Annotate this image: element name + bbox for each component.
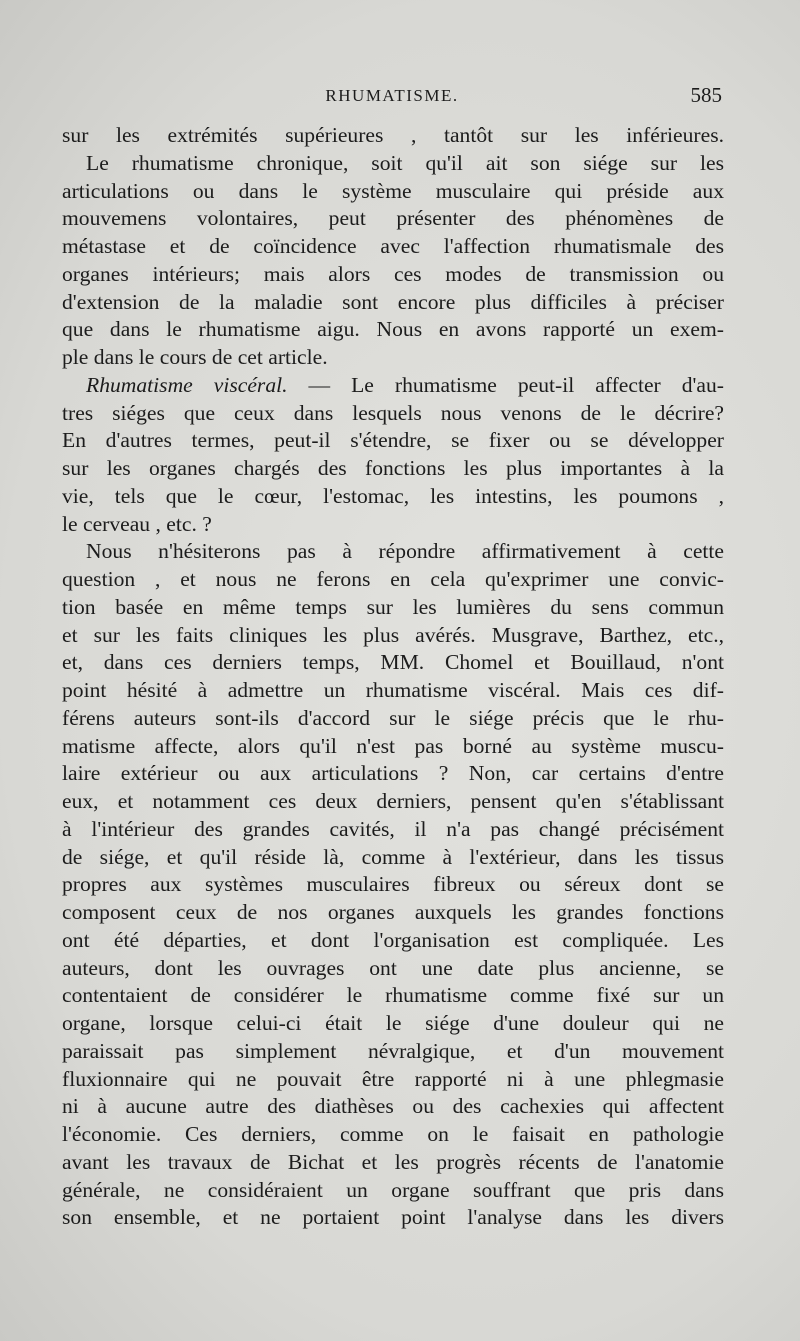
text-line: question , et nous ne ferons en cela qu'exprimer une convic- [62, 567, 724, 591]
text-line: tion basée en même temps sur les lumières du sens commun [62, 594, 724, 619]
text-line: paraissait pas simplement névralgique, et d'un mouvement [62, 1038, 724, 1063]
text-line: En d'autres termes, peut-il s'étendre, se fixer ou se développer [62, 428, 724, 453]
text-line: ont été départies, et dont l'organisation est compliquée. Les [62, 927, 724, 952]
text-line: articulations ou dans le système musculaire qui préside aux [62, 178, 724, 203]
text-line: composent ceux de nos organes auxquels les grandes fonctions [62, 900, 724, 924]
page-number: 585 [690, 83, 722, 107]
text-line: propres aux systèmes musculaires fibreux ou séreux dont se [62, 872, 724, 897]
text-line: de siége, et qu'il réside là, comme à l'extérieur, dans les tissus [62, 844, 724, 869]
text-fragment: — Le rhumatisme peut-il affecter d'au- [308, 372, 724, 397]
text-line: eux, et notamment ces deux derniers, pensent qu'en s'établissant [62, 789, 724, 813]
page-header [62, 83, 722, 116]
text-line: sur les organes chargés des fonctions les plus importantes à la [62, 456, 724, 480]
text-line: à l'intérieur des grandes cavités, il n'a pas changé précisément [62, 816, 724, 841]
text-line: métastase et de coïncidence avec l'affection rhumatismale des [62, 234, 724, 258]
body-text [62, 122, 724, 1232]
text-line: Nous n'hésiterons pas à répondre affirmativement à cette [86, 539, 724, 564]
text-line: laire extérieur ou aux articulations ? Non, car certains d'entre [62, 761, 724, 786]
text-line: mouvemens volontaires, peut présenter des phénomènes de [62, 206, 724, 231]
text-line: organes intérieurs; mais alors ces modes de transmission ou [62, 261, 724, 286]
text-line: organe, lorsque celui-ci était le siége d'une douleur qui ne [62, 1011, 724, 1035]
text-line: auteurs, dont les ouvrages ont une date plus ancienne, se [62, 955, 724, 980]
text-line: fluxionnaire qui ne pouvait être rapporté ni à une phlegmasie [62, 1066, 724, 1091]
text-line: vie, tels que le cœur, l'estomac, les intestins, les poumons , [62, 483, 724, 508]
text-line: d'extension de la maladie sont encore plus difficiles à préciser [62, 289, 724, 314]
text-line: matisme affecte, alors qu'il n'est pas borné au système muscu- [62, 733, 724, 758]
text-line: le cerveau , etc. ? [62, 511, 212, 536]
section-heading-italic: Rhumatisme viscéral. [86, 372, 288, 397]
text-line: point hésité à admettre un rhumatisme viscéral. Mais ces dif- [62, 678, 724, 702]
text-line: ple dans le cours de cet article. [62, 345, 328, 369]
text-line: Le rhumatisme chronique, soit qu'il ait son siége sur les [86, 150, 724, 175]
text-line-with-heading [62, 372, 724, 400]
text-line: l'économie. Ces derniers, comme on le faisait en pathologie [62, 1122, 724, 1146]
text-line: et sur les faits cliniques les plus avérés. Musgrave, Barthez, etc., [62, 622, 724, 647]
text-line: générale, ne considéraient un organe souffrant que pris dans [62, 1177, 724, 1202]
text-line: que dans le rhumatisme aigu. Nous en avons rapporté un exem- [62, 317, 724, 342]
text-line: contentaient de considérer le rhumatisme comme fixé sur un [62, 983, 724, 1008]
text-line: ni à aucune autre des diathèses ou des cachexies qui affectent [62, 1094, 724, 1119]
text-line: avant les travaux de Bichat et les progrès récents de l'anatomie [62, 1149, 724, 1174]
text-line: tres siéges que ceux dans lesquels nous venons de le décrire? [62, 400, 724, 425]
running-head: RHUMATISME. [325, 86, 459, 105]
text-line: et, dans ces derniers temps, MM. Chomel et Bouillaud, n'ont [62, 650, 724, 675]
text-line: son ensemble, et ne portaient point l'analyse dans les divers [62, 1205, 724, 1230]
text-line: sur les extrémités supérieures , tantôt sur les inférieures. [62, 123, 724, 147]
text-line: férens auteurs sont-ils d'accord sur le siége précis que le rhu- [62, 705, 724, 730]
